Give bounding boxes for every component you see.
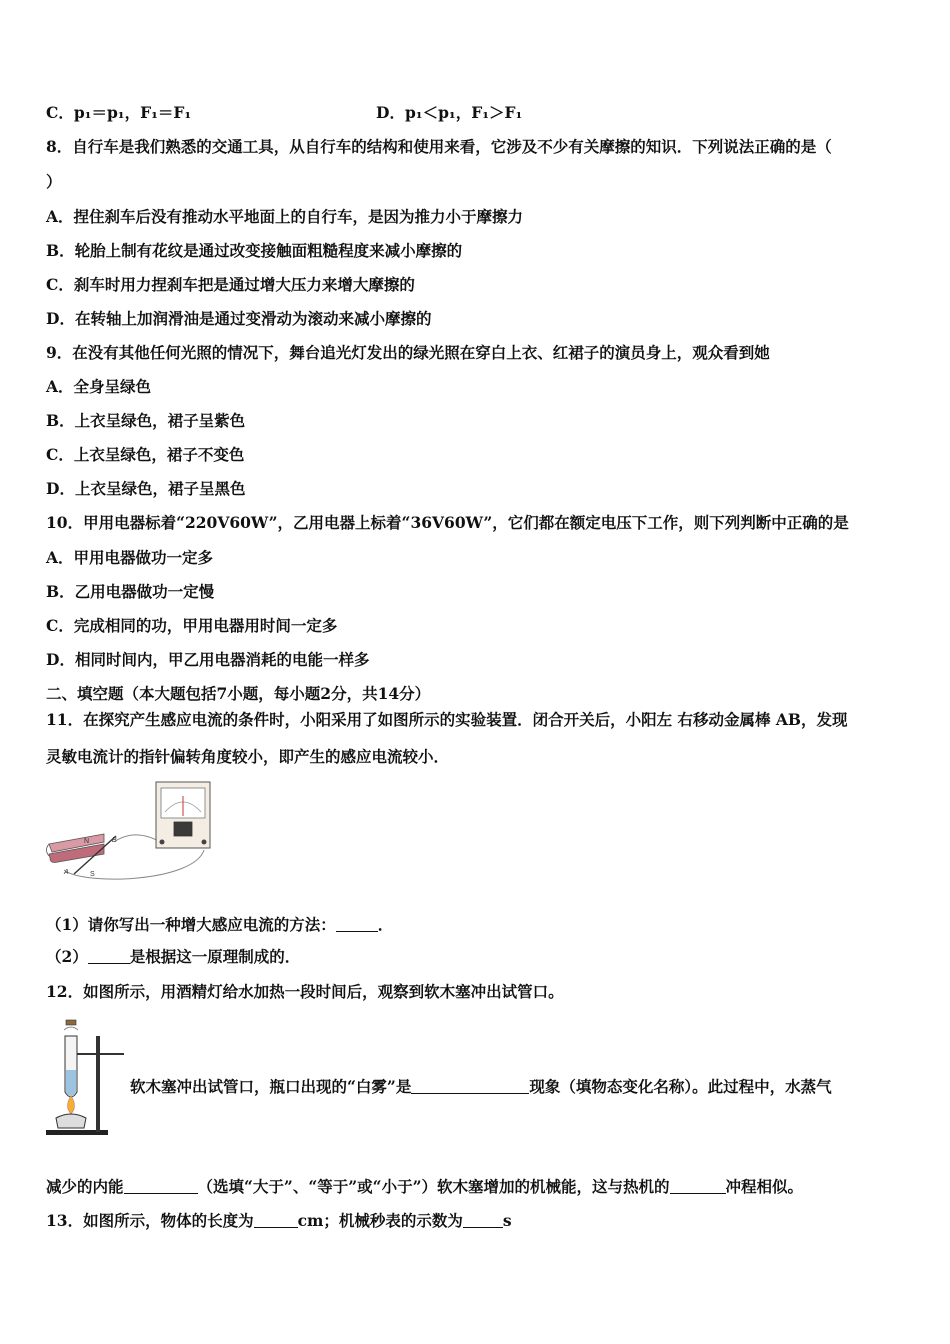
q9-option-c: C．上衣呈绿色，裙子不变色 bbox=[46, 445, 245, 464]
q8-stem-end: ） bbox=[46, 172, 62, 191]
q12-line2-prompt: 软木塞冲出试管口，瓶口出现的“白雾”是 bbox=[130, 1077, 412, 1096]
water bbox=[66, 1070, 76, 1096]
q8-option-b: B．轮胎上制有花纹是通过改变接触面粗糙程度来减小摩擦的 bbox=[46, 241, 463, 260]
q9-option-b: B．上衣呈绿色，裙子呈紫色 bbox=[46, 411, 246, 430]
terminal-left bbox=[160, 840, 165, 845]
q11-sub2-blank bbox=[88, 949, 130, 964]
q13-stem bbox=[46, 1211, 512, 1231]
q11-sub1-prompt: （1）请你写出一种增大感应电流的方法： bbox=[46, 915, 336, 934]
q12-test-tube-heating-figure bbox=[44, 1014, 128, 1138]
q12-line3-prompt: 减少的内能 bbox=[46, 1177, 124, 1196]
label-b: B bbox=[112, 837, 117, 844]
q12-line2-end: 现象（填物态变化名称）。此过程中，水蒸气 bbox=[529, 1077, 832, 1096]
q7-option-d: D．p₁＜p₁，F₁＞F₁ bbox=[376, 103, 523, 122]
q10-option-b: B．乙用电器做功一定慢 bbox=[46, 582, 215, 601]
alcohol-lamp bbox=[56, 1114, 86, 1128]
q12-line3-mid: （选填“大于”、“等于”或“小于”）软木塞增加的机械能，这与热机的 bbox=[197, 1177, 670, 1196]
q12-line3-end: 冲程相似。 bbox=[725, 1177, 804, 1196]
q9-option-a: A．全身呈绿色 bbox=[46, 377, 152, 396]
q8-option-a: A．捏住刹车后没有推动水平地面上的自行车，是因为推力小于摩擦力 bbox=[46, 207, 524, 226]
cork-stopper bbox=[66, 1020, 76, 1025]
q11-stem-line2: 灵敏电流计的指针偏转角度较小，即产生的感应电流较小． bbox=[46, 747, 450, 766]
q10-option-a: A．甲用电器做功一定多 bbox=[46, 548, 214, 567]
q9-option-d: D．上衣呈绿色，裙子呈黑色 bbox=[46, 479, 246, 498]
q8-stem: 8．自行车是我们熟悉的交通工具，从自行车的结构和使用来看，它涉及不少有关摩擦的知识．下列说法正确的是（ bbox=[46, 137, 832, 156]
flame bbox=[68, 1096, 75, 1114]
q11-sub2-end: 是根据这一原理制成的． bbox=[129, 947, 301, 966]
q13-blank-length bbox=[254, 1213, 298, 1228]
magnet-bend bbox=[47, 844, 50, 856]
terminal-right bbox=[202, 840, 207, 845]
q10-option-d: D．相同时间内，甲乙用电器消耗的电能一样多 bbox=[46, 650, 370, 669]
q11-induction-apparatus-figure bbox=[44, 778, 226, 888]
q12-stem: 12．如图所示，用酒精灯给水加热一段时间后，观察到软木塞冲出试管口。 bbox=[46, 982, 564, 1001]
white-mist bbox=[64, 1027, 78, 1030]
section-heading-fill-in: 二、填空题（本大题包括7小题，每小题2分，共14分） bbox=[46, 684, 431, 703]
label-a: A bbox=[64, 869, 69, 876]
q12-blank-compare bbox=[124, 1179, 198, 1194]
q13-prompt: 13．如图所示，物体的长度为 bbox=[46, 1211, 254, 1230]
q12-blank-phase-change bbox=[411, 1079, 529, 1094]
stand-rod bbox=[96, 1036, 100, 1132]
q13-blank-stopwatch bbox=[463, 1213, 503, 1228]
q10-option-c: C．完成相同的功，甲用电器用时间一定多 bbox=[46, 616, 338, 635]
galvanometer-knob-panel bbox=[174, 822, 192, 836]
q13-mid: cm；机械秒表的示数为 bbox=[297, 1211, 463, 1230]
q8-option-c: C．刹车时用力捏刹车把是通过增大压力来增大摩擦的 bbox=[46, 275, 415, 294]
q11-sub2 bbox=[46, 947, 300, 967]
q11-sub2-prompt: （2） bbox=[46, 947, 88, 966]
q10-stem: 10．甲用电器标着“220V60W”，乙用电器上标着“36V60W”，它们都在额定电压下工作，则下列判断中正确的是 bbox=[46, 513, 849, 532]
q7-option-c: C．p₁＝p₁，F₁＝F₁ bbox=[46, 103, 192, 122]
q11-sub1-blank bbox=[336, 917, 378, 932]
q11-sub1 bbox=[46, 915, 393, 935]
q11-sub1-end: ． bbox=[377, 915, 394, 934]
label-s: S bbox=[90, 871, 95, 878]
label-n: N bbox=[84, 838, 90, 845]
q12-line3 bbox=[46, 1177, 803, 1197]
q9-stem: 9．在没有其他任何光照的情况下，舞台追光灯发出的绿光照在穿白上衣、红裙子的演员身上，观众看到她 bbox=[46, 343, 770, 362]
q12-line2 bbox=[130, 1077, 832, 1097]
q11-stem-line1: 11．在探究产生感应电流的条件时，小阳采用了如图所示的实验装置．闭合开关后，小阳左 右移动金属棒 AB，发现 bbox=[46, 710, 848, 729]
q8-option-d: D．在转轴上加润滑油是通过变滑动为滚动来减小摩擦的 bbox=[46, 309, 432, 328]
q12-blank-stroke bbox=[670, 1179, 726, 1194]
q13-unit: s bbox=[502, 1211, 512, 1230]
